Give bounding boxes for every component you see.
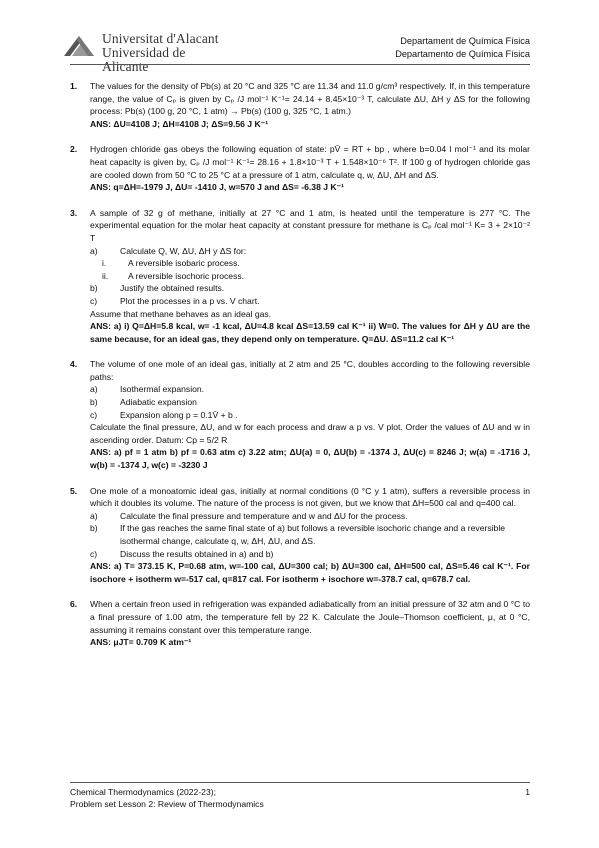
page-number: 1 xyxy=(525,787,530,797)
subitem-label: b) xyxy=(90,283,98,294)
subitem-label: a) xyxy=(90,384,98,395)
answer-line: ANS: μJT= 0.709 K atm⁻¹ xyxy=(90,637,192,648)
department-line-1: Departament de Química Física xyxy=(400,36,530,46)
logo-line-2: Universidad de Alicante xyxy=(102,45,186,74)
problem-subitem xyxy=(90,396,530,409)
problem-note: Assume that methane behaves as an ideal gas. xyxy=(90,308,272,319)
problem-item xyxy=(70,358,530,471)
subitem-label: b) xyxy=(90,523,98,534)
university-logo xyxy=(62,31,232,74)
problem-statement: The volume of one mole of an ideal gas, initially at 2 atm and 25 °C, doubles according to the following reversible paths: xyxy=(90,359,530,382)
problem-number: 6. xyxy=(70,599,78,610)
answer-line: ANS: ΔU=4108 J; ΔH=4108 J; ΔS=9.56 J K⁻¹ xyxy=(90,118,269,129)
problem-statement: When a certain freon used in refrigeration was expanded adiabatically from an initial pressure of 32 atm and 0 °C to a final pressure of 1.00 atm, the temperature fell by 22 K. Calculate the Joule–Thomson coefficient, μ, at 0 °C, assuming it remains constant over this temperature range. xyxy=(90,599,530,635)
subitem-text: Isothermal expansion. xyxy=(120,384,205,395)
subitem-text: Justify the obtained results. xyxy=(120,283,225,294)
subitem-label: i. xyxy=(102,258,107,269)
problem-subitem xyxy=(90,257,530,270)
problem-subitem xyxy=(90,522,530,547)
subitem-label: c) xyxy=(90,409,98,420)
subitem-text: Adiabatic expansion xyxy=(120,397,197,408)
problem-subitem xyxy=(90,245,530,258)
department-line-2: Departamento de Química Física xyxy=(395,48,530,59)
problem-subitem xyxy=(90,270,530,283)
answer-line: ANS: a) i) Q=ΔH=5.8 kcal, w= -1 kcal, ΔU=4.8 kcal ΔS=13.59 cal K⁻¹ ii) W=0. The values for ΔH y ΔU are the same because, for an ideal gas, they depend only on temperature. Q=ΔU. ΔS=11.2 cal K⁻¹ xyxy=(90,321,530,344)
subitem-text: Expansion along p = 0.1V̄ + b . xyxy=(120,409,238,420)
subitem-text: A reversible isochoric process. xyxy=(128,270,245,281)
problem-number: 4. xyxy=(70,359,78,370)
subitem-text: If the gas reaches the same final state of a) but follows a reversible isochoric change and a reversible isothermal change, calculate q, w, ΔH, ΔU, and ΔS. xyxy=(120,523,506,546)
problem-subitem xyxy=(90,548,530,561)
subitem-text: A reversible isobaric process. xyxy=(128,258,240,269)
subitem-label: a) xyxy=(90,510,98,521)
problem-subitem xyxy=(90,295,530,308)
subitem-text: Plot the processes in a p vs. V chart. xyxy=(120,295,260,306)
subitem-label: ii. xyxy=(102,270,109,281)
problem-number: 1. xyxy=(70,81,78,91)
answer-line: ANS: a) pf = 1 atm b) pf = 0.63 atm c) 3.22 atm; ΔU(a) = 0, ΔU(b) = -1374 J, ΔU(c) = 8246 J; w(a) = -1716 J, w(b) = -1374 J, w(c) = -3230 J xyxy=(90,447,530,471)
problem-item xyxy=(70,598,530,648)
problem-statement: Hydrogen chloride gas obeys the following equation of state: pV̄ = RT + bp , where b=0.04 l mol⁻¹ and its molar heat capacity is given by, Cₚ /J mol⁻¹ K⁻¹= 28.16 + 1.8×10⁻³ T + 1.548×10⁻⁶ T². If 100 g of hydrogen chloride gas are cooled down from 50 °C to 25 °C at a pressure of 1 atm, calculate q, w, ΔU, ΔH and ΔS. xyxy=(90,144,530,180)
subitem-label: c) xyxy=(90,548,98,559)
subitem-text: Calculate the final pressure and temperature and w and ΔU for the process. xyxy=(120,510,408,521)
problem-number: 5. xyxy=(70,485,78,496)
problem-note: Calculate the final pressure, ΔU, and w for each process and draw a p vs. V plot. Order the values of ΔU and w in ascending order. Datum: Cp = 5/2 R xyxy=(90,422,530,445)
department-heading xyxy=(395,35,530,60)
footer-course: Chemical Thermodynamics (2022-23); xyxy=(70,787,216,797)
university-emblem-icon xyxy=(62,34,96,58)
problem-item xyxy=(70,143,530,193)
problem-subitem xyxy=(90,383,530,396)
problem-subitem xyxy=(90,510,530,523)
answer-line: ANS: q=ΔH=-1979 J, ΔU= -1410 J, w=570 J and ΔS= -6.38 J K⁻¹ xyxy=(90,182,345,193)
problem-statement: One mole of a monoatomic ideal gas, initially at normal conditions (0 °C y 1 atm), suffers a reversible process in which it doubles its volume. The nature of the process is not given, but we know that ΔH=500 cal and q=400 cal. xyxy=(90,485,530,509)
problem-item xyxy=(70,80,530,130)
answer-line: ANS: a) T= 373.15 K, P=0.68 atm, w=-100 cal, ΔU=300 cal; b) ΔU=300 cal, ΔH=500 cal, ΔS=5.46 cal K⁻¹. For isochore + isotherm w=-517 cal, q=817 cal. For isotherm + isochore w=-378.7 cal, q=678.7 cal. xyxy=(90,561,530,584)
problem-number: 2. xyxy=(70,144,78,155)
problem-number: 3. xyxy=(70,207,78,218)
problem-item xyxy=(70,485,530,586)
problem-subitem xyxy=(90,282,530,295)
subitem-text: Discuss the results obtained in a) and b) xyxy=(120,548,274,559)
subitem-text: Calculate Q, W, ΔU, ΔH y ΔS for: xyxy=(120,245,247,256)
subitem-label: c) xyxy=(90,295,98,306)
logo-line-1: Universitat d'Alacant xyxy=(102,31,219,46)
problem-statement: A sample of 32 g of methane, initially at 27 °C and 1 atm, is heated until the temperature is 277 °C. The experimental equation for the molar heat capacity at constant pressure for methane is Cₚ /cal mol⁻¹ K= 3 + 2×10⁻² T xyxy=(90,207,530,243)
footer-lesson: Problem set Lesson 2: Review of Thermodynamics xyxy=(70,799,264,809)
problem-subitem xyxy=(90,409,530,422)
subitem-label: a) xyxy=(90,245,98,256)
problem-statement: The values for the density of Pb(s) at 20 °C and 325 °C are 11.34 and 11.0 g/cm³ respectively. If, in this temperature range, the value of Cₚ is given by Cₚ /J mol⁻¹ K⁻¹= 24.14 + 8.45×10⁻³ T, calculate ΔU, ΔH y ΔS for the following process: Pb(s) (100 g, 20 °C, 1 atm) → Pb(s) (100 g, 325 °C, 1 atm.) xyxy=(90,81,530,117)
subitem-label: b) xyxy=(90,397,98,408)
problem-item xyxy=(70,207,530,346)
problem-list xyxy=(70,80,530,662)
footer-divider xyxy=(70,782,530,783)
header-divider xyxy=(70,64,530,65)
